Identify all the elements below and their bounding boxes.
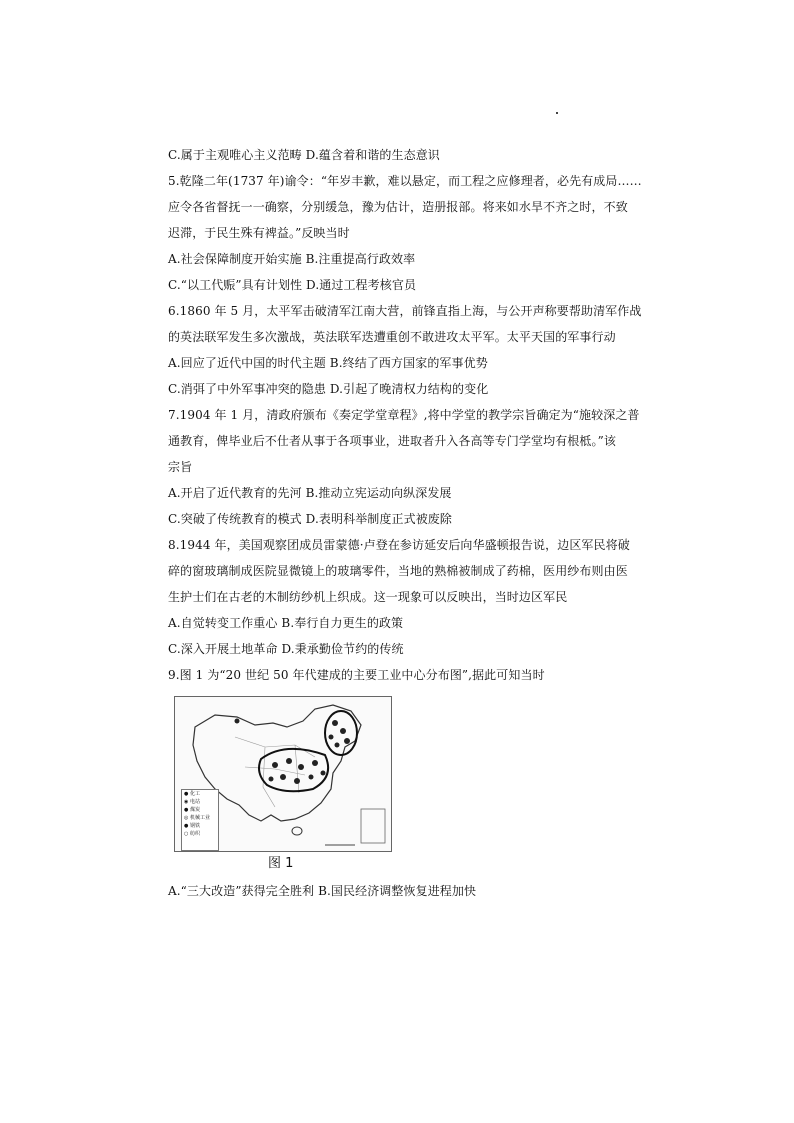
text-line: 的英法联军发生多次激战，英法联军迭遭重创不敢进攻太平军。太平天国的军事行动 — [168, 330, 616, 344]
question-7-options-cd: C.突破了传统教育的模式 D.表明科举制度正式被废除 — [168, 512, 452, 526]
text-line: 宗旨 — [168, 460, 193, 474]
center-dot — [332, 720, 338, 726]
center-dot — [298, 764, 304, 770]
figure-caption: 图 1 — [268, 856, 294, 871]
text-line: C.属于主观唯心主义范畴 D.蕴含着和谐的生态意识 — [168, 148, 440, 162]
question-5-options-ab: A.社会保障制度开始实施 B.注重提高行政效率 — [168, 252, 416, 266]
question-9-stem: 9.图 1 为“20 世纪 50 年代建成的主要工业中心分布图”,据此可知当时 — [168, 668, 545, 682]
center-dot — [309, 775, 314, 780]
question-8-stem: 8.1944 年，美国观察团成员雷蒙德·卢登在参访延安后向华盛顿报告说，边区军民将破 — [168, 538, 630, 552]
legend-item: ◎ 机械工业 — [184, 815, 210, 821]
province-lines — [235, 737, 315, 807]
center-dot — [340, 728, 346, 734]
north-cluster-outline — [259, 749, 328, 791]
question-content — [168, 142, 642, 904]
question-5-options-cd: C.“以工代赈”具有计划性 D.通过工程考核官员 — [168, 278, 417, 292]
hainan-island — [292, 827, 302, 835]
legend-item: ○ 纺织 — [184, 831, 200, 837]
china-industry-map — [174, 696, 392, 852]
legend-item: ◉ 电站 — [184, 799, 200, 805]
south-sea-inset — [361, 809, 385, 843]
text-line: 通教育，俾毕业后不仕者从事于各项事业，进取者升入各高等专门学堂均有根柢。”该 — [168, 434, 616, 448]
question-6-options-cd: C.消弭了中外军事冲突的隐患 D.引起了晚清权力结构的变化 — [168, 382, 489, 396]
center-dot — [312, 760, 318, 766]
speck-mark — [556, 112, 558, 114]
center-dot — [269, 777, 274, 782]
legend-item: ● 煤炭 — [184, 807, 200, 813]
question-5-stem: 5.乾隆二年(1737 年)谕令：“年岁丰歉，难以悬定，而工程之应修理者，必先有成局…… — [168, 174, 642, 188]
center-dot — [321, 771, 326, 776]
text-line: 碎的窗玻璃制成医院显微镜上的玻璃零件，当地的熟棉被制成了药棉，医用纱布则由医 — [168, 564, 628, 578]
center-dot — [286, 758, 292, 764]
text-line: 迟滞，于民生殊有裨益。”反映当时 — [168, 226, 350, 240]
question-9-options-ab: A.“三大改造”获得完全胜利 B.国民经济调整恢复进程加快 — [168, 884, 477, 898]
question-7-stem: 7.1904 年 1 月，清政府颁布《奏定学堂章程》,将中学堂的教学宗旨确定为“施较深之普 — [168, 408, 640, 422]
center-dot — [272, 762, 278, 768]
center-dot — [235, 719, 240, 724]
text-line: 生护士们在古老的木制纺纱机上织成。这一现象可以反映出，当时边区军民 — [168, 590, 568, 604]
question-6-options-ab: A.回应了近代中国的时代主题 B.终结了西方国家的军事优势 — [168, 356, 488, 370]
legend-item: ● 化工 — [184, 791, 200, 797]
center-dot — [344, 738, 350, 744]
text-line: 应令各省督抚一一确察，分别缓急，豫为估计，造册报部。将来如水旱不齐之时，不致 — [168, 200, 628, 214]
legend-item: ● 钢铁 — [184, 823, 200, 829]
question-8-options-ab: A.自觉转变工作重心 B.奉行自力更生的政策 — [168, 616, 404, 630]
center-dot — [335, 743, 340, 748]
map-legend — [181, 789, 219, 851]
center-dot — [280, 774, 286, 780]
question-8-options-cd: C.深入开展土地革命 D.秉承勤俭节约的传统 — [168, 642, 404, 656]
question-7-options-ab: A.开启了近代教育的先河 B.推动立宪运动向纵深发展 — [168, 486, 452, 500]
center-dot — [294, 778, 300, 784]
question-6-stem: 6.1860 年 5 月，太平军击破清军江南大营，前锋直指上海，与公开声称要帮助清军作战 — [168, 304, 642, 318]
center-dot — [329, 735, 334, 740]
figure-1 — [168, 696, 390, 874]
